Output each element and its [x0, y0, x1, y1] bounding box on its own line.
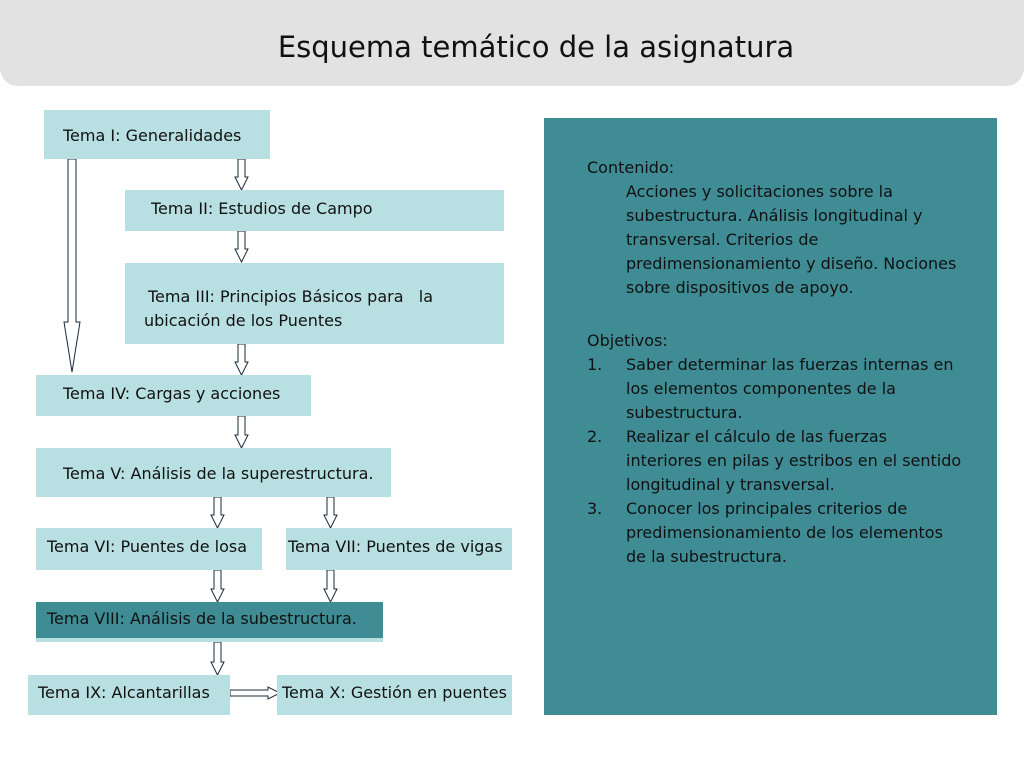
- objetivo-number: 2.: [587, 427, 603, 446]
- arrow-t2-t3: [235, 231, 248, 262]
- topic-label-7: Tema VII: Puentes de vigas: [288, 537, 503, 556]
- topic-label-3-line2: ubicación de los Puentes: [144, 311, 343, 330]
- arrow-t9-t10: [230, 687, 280, 699]
- objetivo-number: 3.: [587, 499, 603, 518]
- topic-box-7: [286, 528, 512, 570]
- topic-label-6: Tema VI: Puentes de losa: [47, 537, 248, 556]
- topic-label-1: Tema I: Generalidades: [63, 126, 242, 145]
- arrow-t5-t7: [324, 497, 337, 528]
- page-title: Esquema temático de la asignatura: [277, 30, 795, 64]
- arrow-t1-t4: [64, 159, 80, 372]
- contenido-heading: Contenido:: [587, 158, 675, 177]
- topic-box-2: [125, 190, 504, 231]
- topic-box-9: [28, 675, 230, 715]
- content-panel: [544, 118, 997, 715]
- topic-box-8-highlighted: [36, 602, 383, 642]
- arrow-t1-t2: [235, 159, 248, 190]
- topic-label-10: Tema X: Gestión en puentes: [282, 683, 507, 702]
- objetivo-text: Saber determinar las fuerzas internas en los elementos componentes de la subestructura.: [626, 355, 954, 422]
- topic-box-3: [125, 263, 504, 344]
- topic-label-2: Tema II: Estudios de Campo: [151, 199, 373, 218]
- topic-box-6: [36, 528, 262, 570]
- arrow-t3-t4: [235, 344, 248, 375]
- arrow-t8-t9: [211, 642, 224, 675]
- arrow-t7-t8: [324, 570, 337, 602]
- contenido-section: [587, 156, 966, 300]
- objetivo-item: [587, 497, 967, 569]
- topic-label-9: Tema IX: Alcantarillas: [38, 683, 210, 702]
- contenido-text: Acciones y solicitaciones sobre la subestructura. Análisis longitudinal y transversal. Criterios de predimensionamiento y diseño. Nociones sobre dispositivos de apoyo.: [626, 182, 957, 297]
- arrow-t5-t6: [211, 497, 224, 528]
- objetivos-section: [587, 329, 967, 569]
- arrow-t6-t8: [211, 570, 224, 602]
- topic-box-5: [36, 448, 391, 497]
- topic-box-10: [277, 675, 512, 715]
- objetivo-number: 1.: [587, 355, 603, 374]
- objetivo-item: [587, 353, 967, 425]
- topic-label-8: Tema VIII: Análisis de la subestructura.: [47, 609, 357, 628]
- arrow-t4-t5: [235, 416, 248, 448]
- topic-label-3-line1: Tema III: Principios Básicos para la: [148, 287, 434, 306]
- topic-box-1: [44, 110, 270, 159]
- topic-label-4: Tema IV: Cargas y acciones: [63, 384, 281, 403]
- objetivos-list: [587, 353, 967, 569]
- topic-box-4: [36, 375, 311, 416]
- topic-label-5: Tema V: Análisis de la superestructura.: [63, 464, 374, 483]
- objetivos-heading: Objetivos:: [587, 331, 668, 350]
- objetivo-item: [587, 425, 967, 497]
- objetivo-text: Realizar el cálculo de las fuerzas interiores en pilas y estribos en el sentido longitudinal y transversal.: [626, 427, 962, 494]
- objetivo-text: Conocer los principales criterios de predimensionamiento de los elementos de la subestructura.: [626, 499, 943, 566]
